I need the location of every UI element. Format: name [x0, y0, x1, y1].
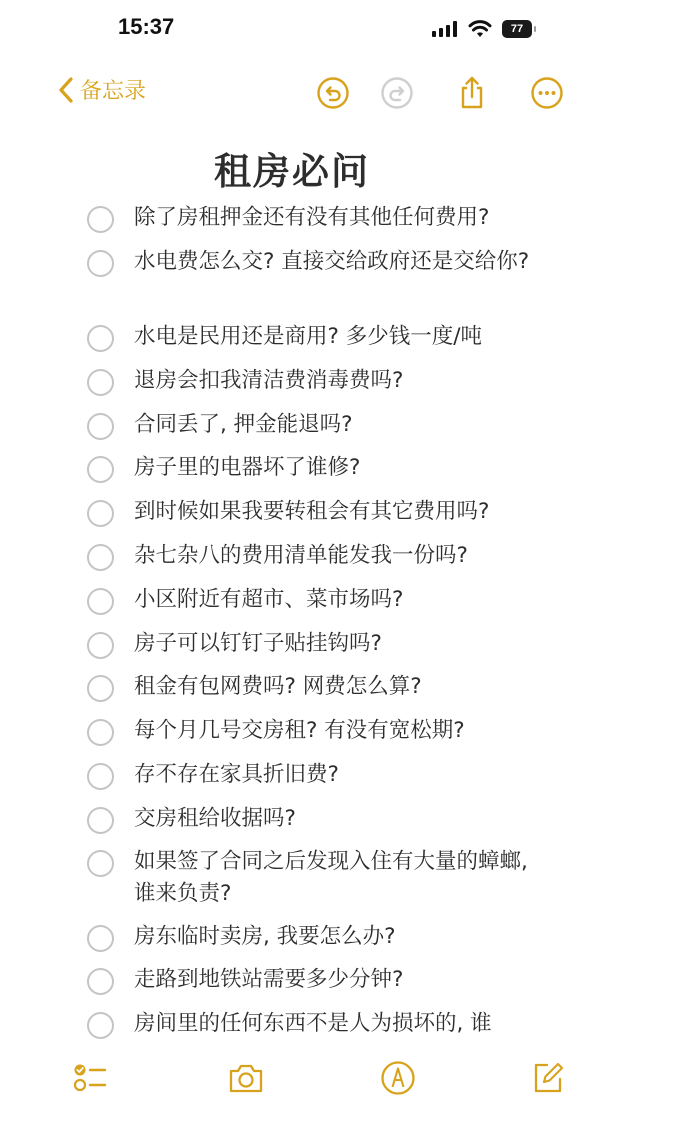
- note-title[interactable]: 租房必问: [214, 150, 370, 193]
- checklist-checkbox[interactable]: [87, 1012, 114, 1039]
- checklist-checkbox[interactable]: [87, 588, 114, 615]
- checklist-item-text[interactable]: 小区附近有超市、菜市场吗?: [134, 587, 404, 612]
- bottom-toolbar: [0, 1048, 690, 1108]
- checklist-item-text[interactable]: 除了房租押金还有没有其他任何费用?: [134, 205, 490, 230]
- checklist-item-text[interactable]: 房间里的任何东西不是人为损坏的, 谁: [134, 1011, 492, 1036]
- checklist-item-text[interactable]: 房子里的电器坏了谁修?: [134, 455, 361, 480]
- checklist-checkbox[interactable]: [87, 413, 114, 440]
- checklist-item-text[interactable]: 租金有包网费吗? 网费怎么算?: [134, 674, 422, 699]
- checklist-checkbox[interactable]: [87, 807, 114, 834]
- camera-icon[interactable]: [228, 1060, 264, 1096]
- status-time: 15:37: [118, 14, 175, 39]
- checklist-checkbox[interactable]: [87, 369, 114, 396]
- markup-pen-icon[interactable]: [380, 1060, 416, 1096]
- checklist-checkbox[interactable]: [87, 763, 114, 790]
- checklist-item-text[interactable]: 水电费怎么交? 直接交给政府还是交给你?: [134, 249, 530, 274]
- checklist-item-text[interactable]: 房子可以钉钉子贴挂钩吗?: [134, 631, 382, 656]
- checklist-checkbox[interactable]: [87, 925, 114, 952]
- checklist-checkbox[interactable]: [87, 968, 114, 995]
- checklist-checkbox[interactable]: [87, 719, 114, 746]
- checklist-checkbox[interactable]: [87, 456, 114, 483]
- checklist: [0, 198, 690, 1043]
- checklist-checkbox[interactable]: [87, 206, 114, 233]
- cellular-signal-icon: [432, 21, 458, 37]
- checklist-item-text[interactable]: 每个月几号交房租? 有没有宽松期?: [134, 718, 465, 743]
- checklist-checkbox[interactable]: [87, 675, 114, 702]
- checklist-item-text[interactable]: 走路到地铁站需要多少分钟?: [134, 967, 404, 992]
- checklist-item-text[interactable]: 杂七杂八的费用清单能发我一份吗?: [134, 543, 468, 568]
- checklist-item-text[interactable]: 到时候如果我要转租会有其它费用吗?: [134, 499, 490, 524]
- checklist-item-text[interactable]: 如果签了合同之后发现入住有大量的蟑螂, 谁来负责?: [134, 849, 528, 906]
- checklist-checkbox[interactable]: [87, 850, 114, 877]
- battery-indicator: [502, 20, 532, 38]
- checklist-checkbox[interactable]: [87, 325, 114, 352]
- redo-icon[interactable]: [380, 76, 414, 110]
- more-icon[interactable]: [530, 76, 564, 110]
- undo-icon[interactable]: [316, 76, 350, 110]
- checklist-item-text[interactable]: 存不存在家具折旧费?: [134, 762, 339, 787]
- compose-icon[interactable]: [530, 1060, 566, 1096]
- battery-level: 77: [510, 23, 524, 35]
- checklist-item-text[interactable]: 交房租给收据吗?: [134, 806, 296, 831]
- note-toolbar: [0, 68, 690, 120]
- checklist-item-text[interactable]: 退房会扣我清洁费消毒费吗?: [134, 368, 404, 393]
- checklist-checkbox[interactable]: [87, 500, 114, 527]
- back-button[interactable]: [58, 74, 146, 105]
- chevron-left-icon: [58, 76, 74, 104]
- checklist-item-text[interactable]: 水电是民用还是商用? 多少钱一度/吨: [134, 324, 482, 349]
- wifi-icon: [468, 20, 492, 38]
- back-button-label: 备忘录: [80, 79, 147, 104]
- checklist-checkbox[interactable]: [87, 250, 114, 277]
- status-indicators: [432, 18, 532, 40]
- status-bar: [0, 0, 690, 60]
- checklist-checkbox[interactable]: [87, 544, 114, 571]
- checklist-item-text[interactable]: 合同丢了, 押金能退吗?: [134, 412, 353, 437]
- checklist-checkbox[interactable]: [87, 632, 114, 659]
- checklist-icon[interactable]: [72, 1060, 108, 1096]
- share-icon[interactable]: [455, 76, 489, 110]
- checklist-item-text[interactable]: 房东临时卖房, 我要怎么办?: [134, 924, 396, 949]
